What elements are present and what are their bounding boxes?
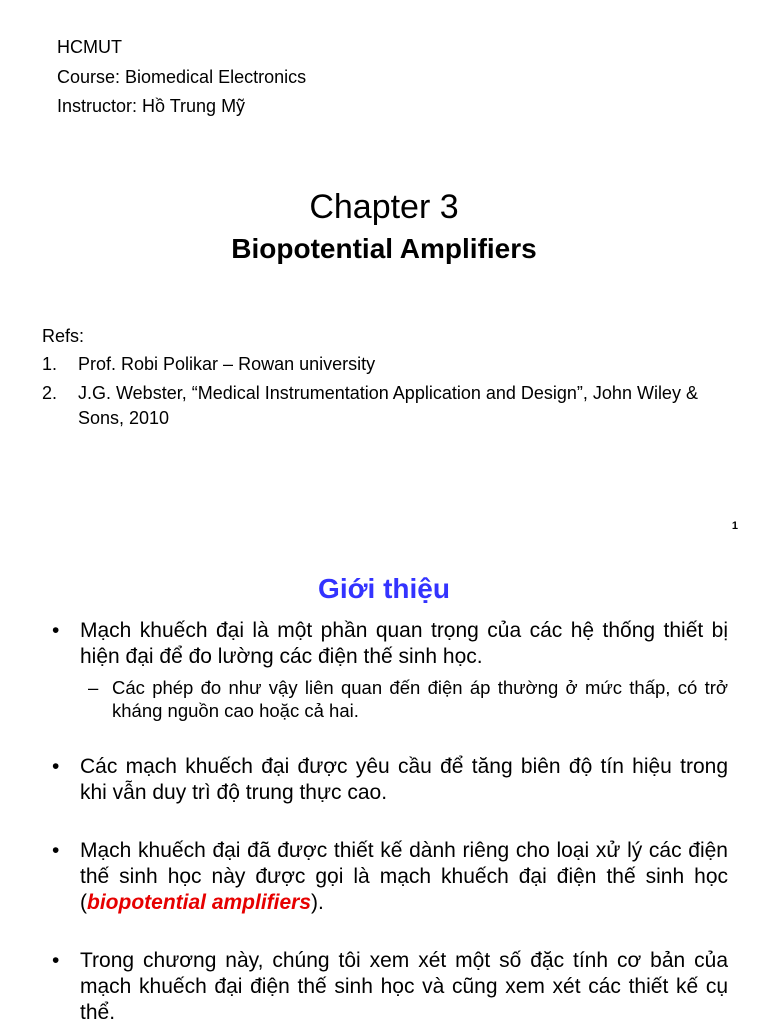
bullet-item: [52, 754, 728, 806]
refs-label: Refs:: [42, 326, 85, 346]
bullet-marker: •: [52, 949, 60, 972]
ref-text: Prof. Robi Polikar – Rowan university: [78, 354, 376, 374]
chapter-subtitle: Biopotential Amplifiers: [231, 233, 537, 264]
course-header: [57, 33, 306, 122]
ref-number: 1.: [42, 354, 58, 374]
institution-text: HCMUT: [57, 37, 122, 57]
sub-bullet-text: Các phép đo như vậy liên quan đến điện áp thường ở mức thấp, có trở kháng nguồn cao hoặc cả hai.: [112, 677, 728, 721]
refs-list: [42, 352, 722, 435]
slide-2: [0, 553, 768, 1024]
ref-item: [42, 381, 722, 431]
bullet-text: Mạch khuếch đại là một phần quan trọng của các hệ thống thiết bị hiện đại để đo lường các điện thế sinh học.: [80, 619, 728, 668]
emphasis-term: biopotential amplifiers: [87, 891, 312, 914]
sub-bullet-item: [80, 676, 728, 722]
bullet-text: Các mạch khuếch đại được yêu cầu để tăng biên độ tín hiệu trong khi vẫn duy trì độ trung thực cao.: [80, 755, 728, 804]
sub-bullet-marker: –: [88, 677, 99, 698]
bullet-marker: •: [52, 839, 60, 862]
ref-text: J.G. Webster, “Medical Instrumentation Application and Design”, John Wiley & Sons, 2010: [78, 383, 698, 428]
page-number: 1: [731, 520, 738, 532]
instructor-text: Instructor: Hồ Trung Mỹ: [57, 96, 246, 116]
bullet-item: [52, 838, 728, 916]
ref-number: 2.: [42, 383, 58, 403]
bullet-text: Trong chương này, chúng tôi xem xét một số đặc tính cơ bản của mạch khuếch đại điện thế sinh học và cũng xem xét các thiết kế cụ thể.: [80, 949, 728, 1024]
bullet-text-after: ).: [311, 891, 324, 914]
slide-title: Giới thiệu: [318, 573, 450, 604]
chapter-title: Chapter 3: [309, 188, 459, 226]
course-text: Course: Biomedical Electronics: [57, 66, 307, 87]
bullet-item: [52, 948, 728, 1024]
bullet-marker: •: [52, 619, 60, 642]
bullet-item: [52, 618, 728, 722]
ref-item: [42, 352, 722, 377]
bullet-marker: •: [52, 755, 60, 778]
bullet-list: [52, 618, 728, 1024]
bullet-text-before: Mạch khuếch đại đã được thiết kế dành riêng cho loại xử lý các điện thế sinh học này được gọi là mạch khuếch đại điện thế sinh học (: [80, 839, 728, 914]
